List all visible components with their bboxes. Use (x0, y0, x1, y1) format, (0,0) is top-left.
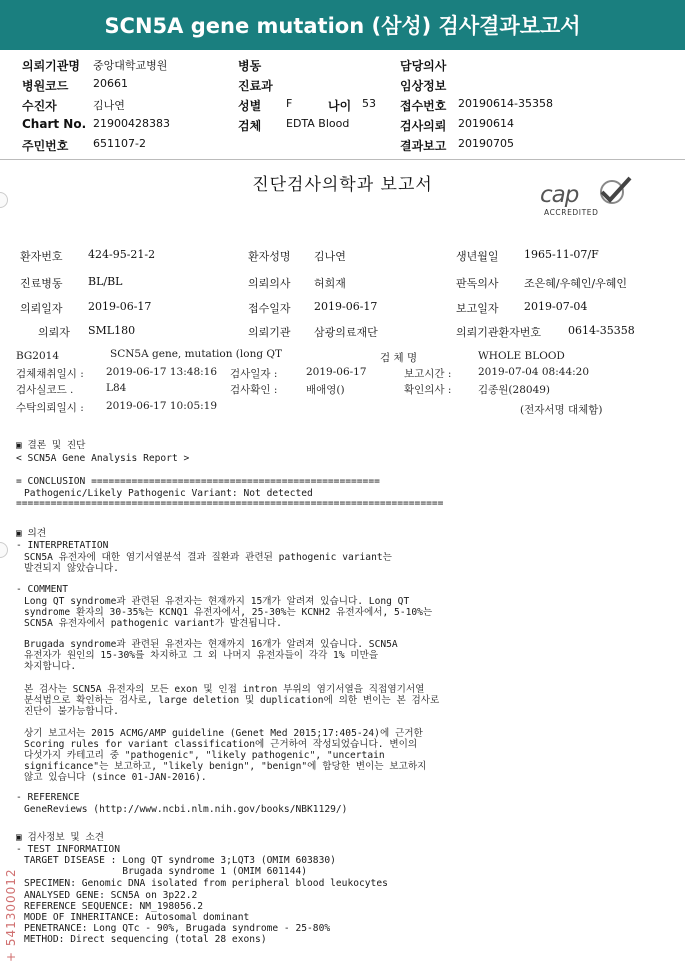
conclusion-divider: ========================================================================== (16, 498, 444, 509)
comment-line: 차지합니다. (24, 661, 77, 672)
info-label: 의뢰일자 (20, 302, 63, 315)
header-value: 651107-2 (93, 137, 146, 150)
header-value: 중앙대학교병원 (93, 59, 168, 72)
comment-line: Brugada syndrome과 관련된 유전자는 현재까지 16개가 알려져 있습니다. SCN5A (24, 639, 398, 650)
header-label: 임상정보 (400, 79, 447, 93)
confirmdoc-label: 확인의사 : (404, 384, 452, 396)
collect-label: 검체채취일시 : (16, 368, 84, 380)
header-label: 접수번호 (400, 99, 447, 113)
confirm-value: 배애영() (306, 384, 345, 396)
header-value: 20190614-35358 (458, 97, 553, 110)
entrust-label: 수탁의뢰일시 : (16, 402, 84, 414)
info-label: 생년월일 (456, 250, 499, 263)
testinfo-line: PENETRANCE: Long QTc - 90%, Brugada syndrome - 25-80% (24, 923, 331, 934)
comment-line: 진단이 불가능합니다. (24, 706, 119, 717)
testdate-label: 검사일자 : (230, 368, 278, 380)
specimen-label: 검 체 명 (380, 352, 418, 364)
side-stamp (2, 822, 16, 962)
comment-line: 다섯가지 카테고리 중 "pathogenic", "likely pathogenic", "uncertain (24, 750, 385, 761)
header-label: 성별 (238, 99, 262, 113)
testinfo-line: MODE OF INHERITANCE: Autosomal dominant (24, 912, 250, 923)
info-value: SML180 (88, 324, 136, 337)
comment-line: 상기 보고서는 2015 ACMG/AMP guideline (Genet Med 2015;17:405-24)에 근거한 (24, 728, 423, 739)
interp-line: 발견되지 않았습니다. (24, 563, 119, 574)
checkmark-icon (596, 176, 632, 208)
confirm-label: 검사확인 : (230, 384, 278, 396)
conclusion-text: Pathogenic/Likely Pathogenic Variant: Not detected (24, 488, 313, 499)
header-label: 검체 (238, 119, 262, 133)
esign-note: (전자서명 대체함) (520, 404, 603, 416)
lab-value: L84 (106, 382, 127, 394)
comment-line: SCN5A 유전자에서 pathogenic variant가 발견됩니다. (24, 618, 282, 629)
info-value: 김나연 (314, 250, 346, 263)
result-subheading: < SCN5A Gene Analysis Report > (16, 453, 190, 464)
header-row (0, 77, 685, 97)
info-label: 의뢰기관 (248, 326, 291, 339)
info-value: 424-95-21-2 (88, 248, 156, 261)
header-label: 검사의뢰 (400, 119, 447, 133)
test-code: BG2014 (16, 350, 60, 362)
conclusion-heading: = CONCLUSION ================================================== (16, 476, 380, 487)
cap-accredited: ACCREDITED (544, 208, 599, 217)
header-value: EDTA Blood (286, 117, 350, 130)
info-label: 의뢰기관환자번호 (456, 326, 542, 339)
info-value: 1965-11-07/F (524, 248, 599, 261)
header-label: 병원코드 (22, 79, 69, 93)
reference-link: GeneReviews (http://www.ncbi.nlm.nih.gov/books/NBK1129/) (24, 804, 348, 815)
testinfo-line: METHOD: Direct sequencing (total 28 exons) (24, 934, 267, 945)
info-value: 허희재 (314, 277, 346, 290)
info-value: 조은혜/우혜인/우혜인 (524, 277, 628, 290)
banner-title: SCN5A gene mutation (삼성) 검사결과보고서 (104, 14, 581, 38)
reporttime-label: 보고시간 : (404, 368, 452, 380)
header-label: 결과보고 (400, 139, 447, 153)
info-value: 2019-07-04 (524, 300, 588, 313)
cap-logo (538, 182, 648, 220)
cap-logo-word: cap (540, 182, 579, 208)
info-label: 보고일자 (456, 302, 499, 315)
info-value: 2019-06-17 (88, 300, 152, 313)
comment-line: 않고 있습니다 (since 01-JAN-2016). (24, 772, 207, 783)
testinfo-subheading: - TEST INFORMATION (16, 844, 120, 855)
collect-value: 2019-06-17 13:48:16 (106, 366, 218, 378)
testinfo-line: REFERENCE SEQUENCE: NM_198056.2 (24, 901, 204, 912)
info-label: 환자번호 (20, 250, 63, 263)
header-value: 20190705 (458, 137, 514, 150)
header-label: Chart No. (22, 117, 87, 131)
header-row (0, 137, 685, 157)
header-value: 21900428383 (93, 117, 170, 130)
info-label: 환자성명 (248, 250, 291, 263)
header-label: 수진자 (22, 99, 57, 113)
comment-line: Scoring rules for variant classification에 근거하여 작성되었습니다. 변이의 (24, 739, 418, 750)
reporttime-value: 2019-07-04 08:44:20 (478, 366, 590, 378)
header-label: 진료과 (238, 79, 273, 93)
side-stamp-text: + 541300012 (4, 868, 18, 962)
header-label: 담당의사 (400, 59, 447, 73)
testinfo-line: SPECIMEN: Genomic DNA isolated from peripheral blood leukocytes (24, 878, 388, 889)
header-value: 20190614 (458, 117, 514, 130)
lab-label: 검사실코드 . (16, 384, 74, 396)
specimen-value: WHOLE BLOOD (478, 350, 565, 362)
binder-hole (0, 542, 8, 558)
comment-line: Long QT syndrome과 관련된 유전자는 현재까지 15개가 알려져 있습니다. Long QT (24, 596, 410, 607)
comment-line: 본 검사는 SCN5A 유전자의 모든 exon 및 인접 intron 부위의 염기서열을 직접염기서열 (24, 684, 425, 695)
header-row (0, 57, 685, 77)
test-name: SCN5A gene, mutation (long QT (110, 348, 283, 360)
info-label: 판독의사 (456, 277, 499, 290)
info-label: 의뢰자 (38, 326, 70, 339)
opinion-heading: ▣ 의견 (16, 528, 47, 539)
header-info (0, 50, 685, 160)
info-label: 의뢰의사 (248, 277, 291, 290)
header-value: F (286, 97, 293, 110)
info-label: 진료병동 (20, 277, 63, 290)
info-value: 2019-06-17 (314, 300, 378, 313)
age-label: 나이 (328, 99, 352, 113)
entrust-value: 2019-06-17 10:05:19 (106, 400, 218, 412)
header-row (0, 117, 685, 137)
info-value: 삼광의료재단 (314, 326, 378, 339)
header-label: 병동 (238, 59, 262, 73)
comment-line: syndrome 환자의 30-35%는 KCNQ1 유전자에서, 25-30%는 KCNH2 유전자에서, 5-10%는 (24, 607, 433, 618)
reference-heading: - REFERENCE (16, 792, 80, 803)
info-label: 접수일자 (248, 302, 291, 315)
scanned-report (0, 162, 685, 963)
confirmdoc-value: 김종원(28049) (478, 384, 551, 396)
comment-line: significance"는 보고하고, "likely benign", "benign"에 합당한 변이는 보고하지 (24, 761, 427, 772)
comment-line: 유전자가 원인의 15-30%를 차지하고 그 외 나머지 유전자들이 각각 1% 미만을 (24, 650, 379, 661)
header-value: 20661 (93, 77, 128, 90)
testinfo-heading: ▣ 검사정보 및 소견 (16, 832, 104, 843)
header-label: 의뢰기관명 (22, 59, 80, 73)
header-label: 주민번호 (22, 139, 69, 153)
header-value: 김나연 (93, 99, 125, 112)
header-row (0, 97, 685, 117)
testinfo-line: ANALYSED GENE: SCN5A on 3p22.2 (24, 890, 198, 901)
testinfo-line: TARGET DISEASE : Long QT syndrome 3;LQT3 (OMIM 603830) (24, 855, 336, 866)
info-value: BL/BL (88, 275, 123, 288)
comment-line: 분석법으로 확인하는 검사로, large deletion 및 duplication에 의한 변이는 본 검사로 (24, 695, 440, 706)
report-banner (0, 0, 685, 50)
info-value: 0614-35358 (568, 324, 635, 337)
doc-title: 진단검사의학과 보고서 (252, 175, 433, 195)
result-heading: ▣ 결론 및 진단 (16, 440, 86, 451)
testinfo-line: Brugada syndrome 1 (OMIM 601144) (24, 866, 308, 877)
interp-line: SCN5A 유전자에 대한 염기서열분석 결과 질환과 관련된 pathogenic variant는 (24, 552, 392, 563)
testdate-value: 2019-06-17 (306, 366, 367, 378)
interp-heading: - INTERPRETATION (16, 540, 109, 551)
comment-heading: - COMMENT (16, 584, 68, 595)
age-value: 53 (362, 97, 376, 110)
